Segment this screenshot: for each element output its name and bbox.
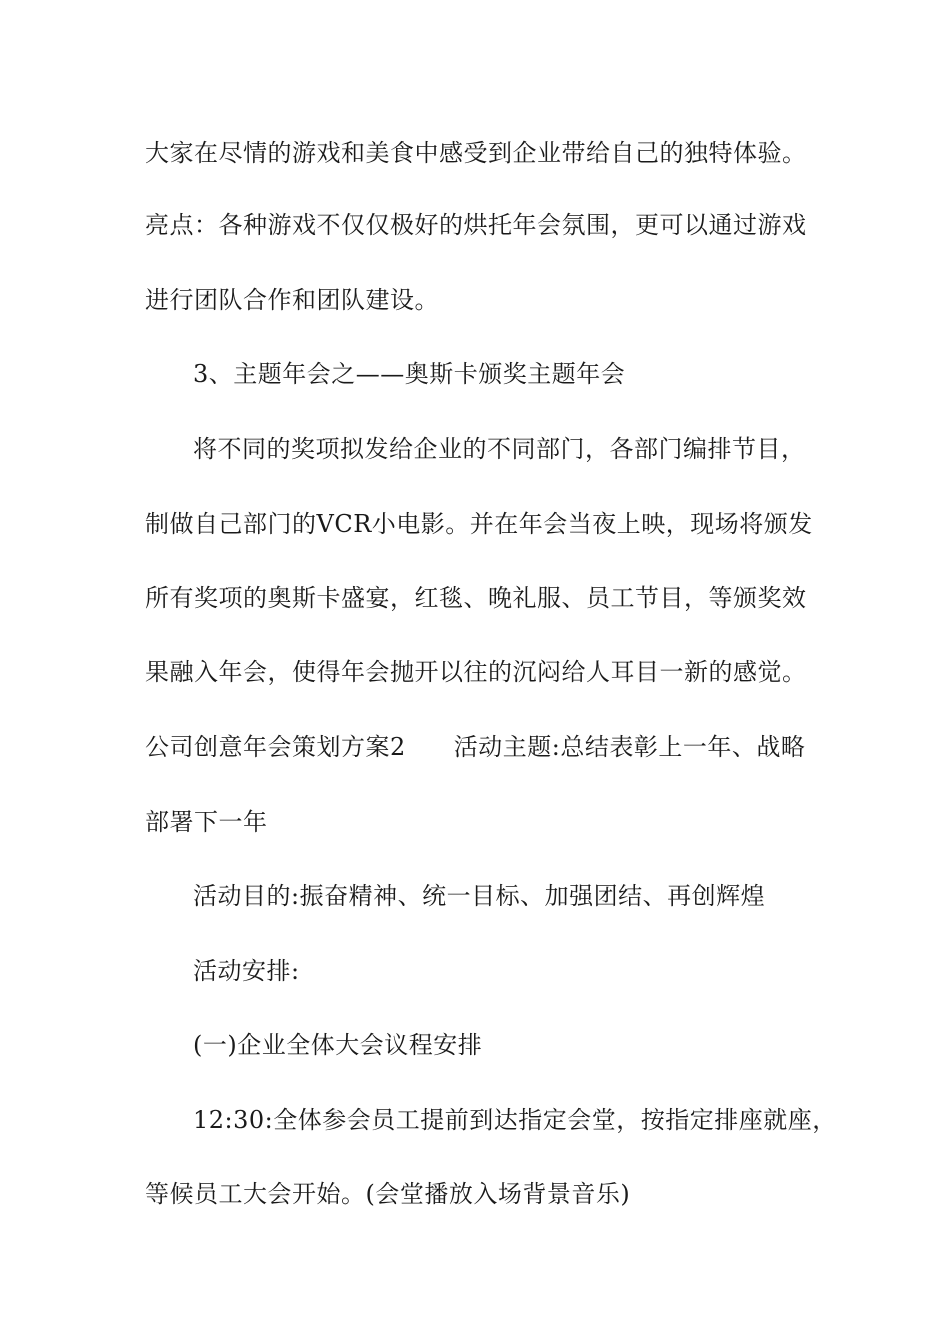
agenda-item: 12:30:全体参会员工提前到达指定会堂，按指定排座就座， bbox=[193, 1106, 837, 1134]
agenda-heading: (一)企业全体大会议程安排 bbox=[193, 1031, 483, 1059]
plan-title: 公司创意年会策划方案2 bbox=[145, 733, 406, 761]
body-text-line: 大家在尽情的游戏和美食中感受到企业带给自己的独特体验。 bbox=[145, 139, 807, 167]
activity-purpose: 活动目的:振奋精神、统一目标、加强团结、再创辉煌 bbox=[193, 882, 766, 910]
activity-theme: 活动主题:总结表彰上一年、战略 bbox=[453, 733, 806, 761]
body-text-line: 部署下一年 bbox=[145, 808, 268, 836]
body-text-line: 制做自己部门的VCR小电影。并在年会当夜上映，现场将颁发 bbox=[145, 510, 813, 538]
activity-arrangement-heading: 活动安排: bbox=[193, 957, 300, 985]
section-heading: 3、主题年会之——奥斯卡颁奖主题年会 bbox=[193, 360, 626, 388]
body-text-line: 将不同的奖项拟发给企业的不同部门，各部门编排节目， bbox=[193, 435, 806, 463]
body-text-line: 所有奖项的奥斯卡盛宴，红毯、晚礼服、员工节目，等颁奖效 bbox=[145, 584, 807, 612]
body-text-line: 进行团队合作和团队建设。 bbox=[145, 286, 439, 314]
highlight-text-line: 亮点：各种游戏不仅仅极好的烘托年会氛围，更可以通过游戏 bbox=[145, 211, 807, 239]
agenda-item-continued: 等候员工大会开始。(会堂播放入场背景音乐) bbox=[145, 1180, 631, 1208]
plan-title-line bbox=[145, 730, 805, 764]
body-text-line: 果融入年会，使得年会抛开以往的沉闷给人耳目一新的感觉。 bbox=[145, 658, 807, 686]
